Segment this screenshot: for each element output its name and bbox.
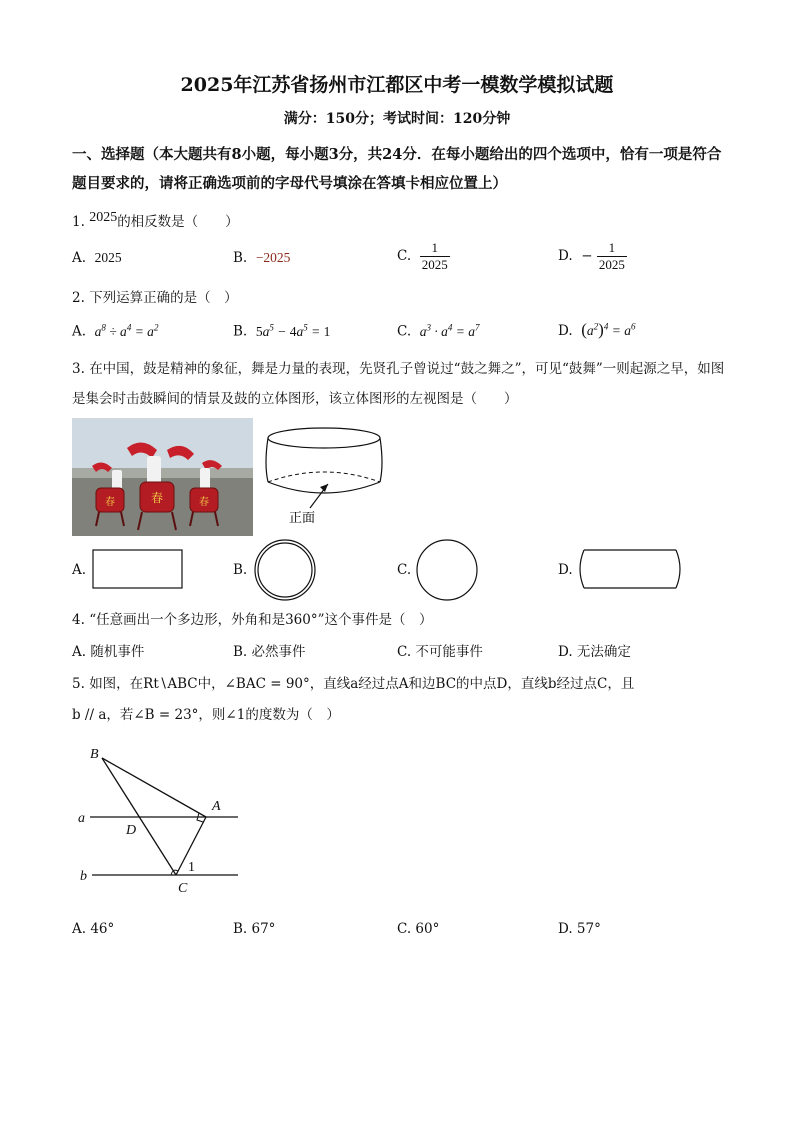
q2-text: 下列运算正确的是（ ）: [89, 290, 238, 306]
option-letter: B.: [233, 562, 248, 578]
option-letter: B.: [233, 323, 248, 340]
expression: $a^8 \div a^4 = a^2$: [94, 322, 159, 339]
q1-option-a[interactable]: [72, 250, 122, 266]
section-heading: 一、选择题（本大题共有8小题，每小题3分，共24分．在每小题给出的四个选项中，恰有一项是符合题目要求的，请将正确选项前的字母代号填涂在答填卡相应位置上）: [72, 146, 722, 192]
expression: $a^3 \cdot a^4 = a^7$: [419, 322, 480, 339]
q2-option-d[interactable]: [558, 320, 635, 340]
option-letter: C.: [397, 323, 412, 340]
option-a-rectangle: [90, 548, 186, 590]
q1-option-d[interactable]: [558, 240, 627, 273]
q5-option-d[interactable]: D. 57°: [558, 921, 601, 937]
question-3: [72, 354, 728, 414]
point-b-label: B: [90, 747, 99, 762]
q3-number: 3.: [72, 361, 85, 377]
q5-text-line2: b // a，若∠B = 23°，则∠1的度数为（ ）: [72, 707, 340, 723]
fraction: $\frac{1}{2025}$: [598, 240, 625, 272]
q5-option-b[interactable]: B. 67°: [233, 921, 276, 937]
line-b-label: b: [80, 869, 87, 884]
option-letter: A.: [72, 323, 87, 340]
front-label: 正面: [289, 511, 316, 526]
q3-option-b[interactable]: [233, 562, 247, 578]
point-c-label: C: [178, 881, 188, 896]
drum-char: 春: [199, 497, 209, 508]
drum-performance-photo: [72, 418, 253, 536]
q1-text: 的相反数是（ ）: [117, 214, 239, 230]
q2-number: 2.: [72, 290, 85, 306]
option-letter: B.: [233, 250, 248, 266]
option-b-double-circle: [252, 538, 318, 602]
q1-option-c[interactable]: [397, 240, 450, 273]
q4-option-b[interactable]: B. 必然事件: [233, 644, 306, 660]
q3-option-a[interactable]: [72, 562, 86, 578]
q2-option-a[interactable]: [72, 322, 158, 340]
q3-option-c[interactable]: [397, 562, 411, 578]
q5-option-c[interactable]: C. 60°: [397, 921, 440, 937]
option-letter: D.: [558, 248, 573, 264]
question-1: [72, 210, 239, 231]
minus-sign: −: [581, 248, 593, 264]
option-value: 2025: [94, 250, 122, 265]
option-letter: C.: [397, 248, 412, 264]
expression: $5a^5 - 4a^5 = 1$: [255, 322, 331, 339]
question-5: [72, 672, 634, 692]
option-letter: D.: [558, 562, 573, 578]
q5-option-a[interactable]: A. 46°: [72, 921, 115, 937]
q1-value: 2025: [89, 210, 118, 225]
q5-number: 5.: [72, 676, 85, 692]
expression: $(a^2)^4 = a^6$: [581, 320, 636, 339]
q3-text: 在中国，鼓是精神的象征，舞是力量的表现，先贤孔子曾说过“鼓之舞之”，可见“鼓舞”一则起源之早，如图是集会时击鼓瞬间的情景及鼓的立体图形，该立体图形的左视图是（ ）: [72, 361, 725, 407]
line-a-label: a: [78, 811, 85, 826]
q2-option-b[interactable]: [233, 322, 330, 340]
q4-option-c[interactable]: C. 不可能事件: [397, 644, 483, 660]
option-value: −2025: [255, 250, 291, 265]
q4-option-d[interactable]: D. 无法确定: [558, 644, 631, 660]
point-d-label: D: [126, 823, 137, 838]
point-a-label: A: [212, 799, 221, 814]
geometry-figure: [72, 740, 252, 900]
q5-text-line1: 如图，在Rt∖ABC中，∠BAC = 90°，直线a经过点A和边BC的中点D，直线b经过点C，且: [89, 676, 635, 692]
page-title: 2025年江苏省扬州市江都区中考一模数学模拟试题: [180, 74, 614, 96]
angle-1-label: 1: [188, 860, 195, 875]
option-letter: A.: [72, 562, 87, 578]
exam-info: 满分：150分；考试时间：120分钟: [283, 111, 511, 127]
option-c-circle: [414, 538, 480, 602]
drum-char: 春: [105, 497, 115, 508]
question-2: [72, 286, 238, 306]
option-d-barrel-shape: [576, 548, 684, 590]
option-letter: D.: [558, 323, 573, 339]
q1-number: 1.: [72, 214, 85, 230]
drum-3d-figure: [262, 424, 392, 534]
q4-number: 4.: [72, 612, 85, 628]
q4-text: “任意画出一个多边形，外角和是360°”这个事件是（ ）: [89, 612, 433, 628]
photo-illustration: [72, 418, 253, 536]
fraction: $\frac{1}{2025}$: [421, 240, 448, 272]
q1-option-b[interactable]: [233, 250, 290, 266]
question-4: [72, 608, 433, 628]
question-5-cont: [72, 703, 340, 723]
q3-option-d[interactable]: [558, 562, 573, 578]
q2-option-c[interactable]: [397, 322, 479, 340]
option-letter: C.: [397, 562, 412, 578]
q4-option-a[interactable]: A. 随机事件: [72, 644, 145, 660]
drum-char: 春: [150, 491, 164, 505]
option-letter: A.: [72, 250, 87, 266]
